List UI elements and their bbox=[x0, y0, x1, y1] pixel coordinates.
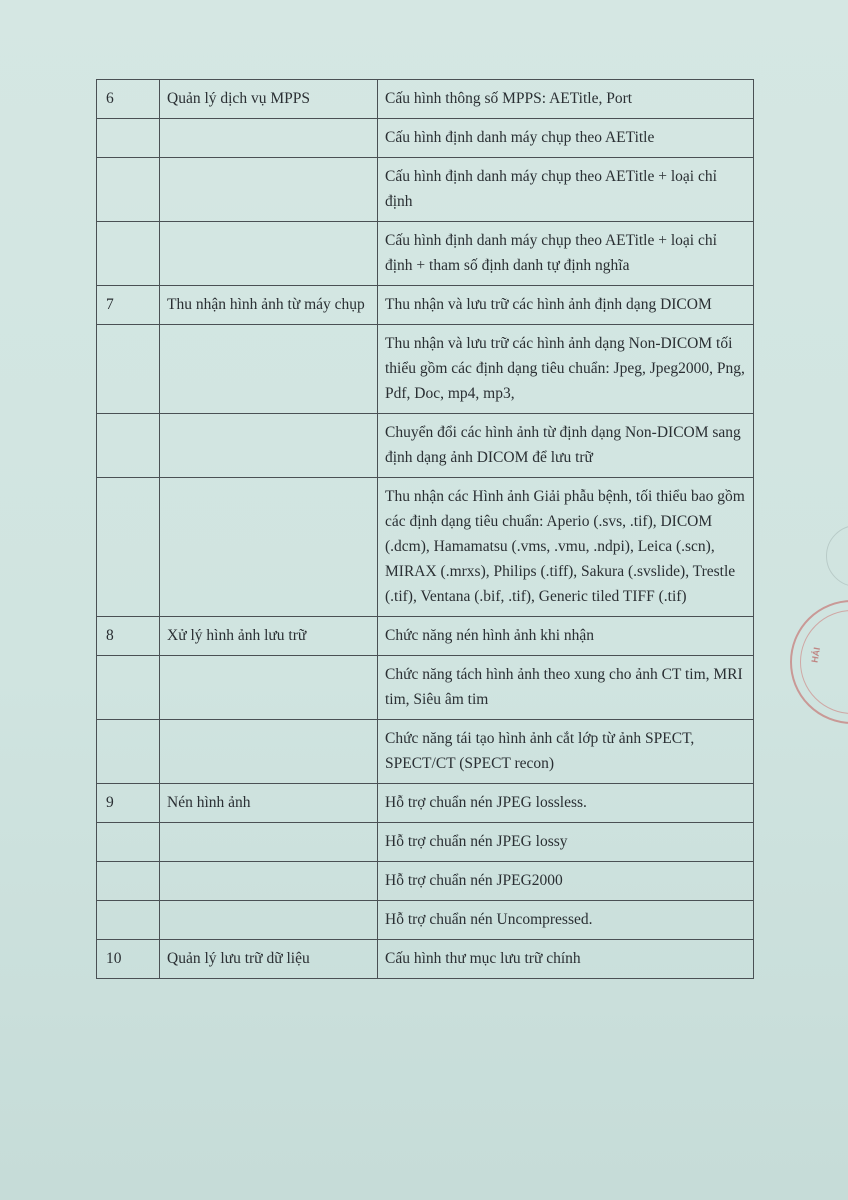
table-row bbox=[97, 478, 754, 617]
table-row bbox=[97, 656, 754, 720]
table-row bbox=[97, 901, 754, 940]
feature-name: Nén hình ảnh bbox=[160, 784, 378, 823]
feature-detail: Chức năng nén hình ảnh khi nhận bbox=[378, 617, 754, 656]
feature-name bbox=[160, 656, 378, 720]
feature-detail: Cấu hình định danh máy chụp theo AETitle + loại chỉ định + tham số định danh tự định nghĩa bbox=[378, 222, 754, 286]
table-row bbox=[97, 286, 754, 325]
feature-name: Quản lý lưu trữ dữ liệu bbox=[160, 940, 378, 979]
row-number bbox=[97, 656, 160, 720]
row-number: 7 bbox=[97, 286, 160, 325]
feature-name bbox=[160, 720, 378, 784]
feature-name: Thu nhận hình ảnh từ máy chụp bbox=[160, 286, 378, 325]
feature-detail: Cấu hình thư mục lưu trữ chính bbox=[378, 940, 754, 979]
table-row bbox=[97, 414, 754, 478]
feature-detail: Chức năng tách hình ảnh theo xung cho ảnh CT tim, MRI tim, Siêu âm tim bbox=[378, 656, 754, 720]
table-row bbox=[97, 617, 754, 656]
red-seal-stamp bbox=[790, 600, 848, 724]
feature-detail: Hỗ trợ chuẩn nén Uncompressed. bbox=[378, 901, 754, 940]
table-row bbox=[97, 119, 754, 158]
table-row bbox=[97, 862, 754, 901]
row-number bbox=[97, 720, 160, 784]
feature-detail: Cấu hình định danh máy chụp theo AETitle + loại chỉ định bbox=[378, 158, 754, 222]
feature-detail: Thu nhận và lưu trữ các hình ảnh định dạng DICOM bbox=[378, 286, 754, 325]
table-row bbox=[97, 784, 754, 823]
feature-detail: Cấu hình định danh máy chụp theo AETitle bbox=[378, 119, 754, 158]
table-row bbox=[97, 158, 754, 222]
feature-name bbox=[160, 478, 378, 617]
row-number bbox=[97, 823, 160, 862]
feature-name: Quản lý dịch vụ MPPS bbox=[160, 80, 378, 119]
feature-detail: Thu nhận các Hình ảnh Giải phẫu bệnh, tối thiểu bao gồm các định dạng tiêu chuẩn: Aperio (.svs, .tif), DICOM (.dcm), Hamamatsu (.vms, .vmu, .ndpi), Leica (.scn), MIRAX (.mrxs), Philips (.tiff), Sakura (.svslide), Trestle (.tif), Ventana (.bif, .tif), Generic tiled TIFF (.tif) bbox=[378, 478, 754, 617]
table-row bbox=[97, 325, 754, 414]
feature-detail: Hỗ trợ chuẩn nén JPEG lossy bbox=[378, 823, 754, 862]
feature-detail: Thu nhận và lưu trữ các hình ảnh dạng Non-DICOM tối thiểu gồm các định dạng tiêu chuẩn: Jpeg, Jpeg2000, Png, Pdf, Doc, mp4, mp3, bbox=[378, 325, 754, 414]
row-number bbox=[97, 158, 160, 222]
row-number bbox=[97, 325, 160, 414]
feature-detail: Chuyển đổi các hình ảnh từ định dạng Non-DICOM sang định dạng ảnh DICOM để lưu trữ bbox=[378, 414, 754, 478]
feature-name bbox=[160, 414, 378, 478]
table-row bbox=[97, 823, 754, 862]
feature-name bbox=[160, 119, 378, 158]
feature-name bbox=[160, 823, 378, 862]
feature-name bbox=[160, 862, 378, 901]
row-number bbox=[97, 862, 160, 901]
feature-name bbox=[160, 901, 378, 940]
table-row bbox=[97, 720, 754, 784]
row-number: 8 bbox=[97, 617, 160, 656]
table-row bbox=[97, 940, 754, 979]
row-number bbox=[97, 901, 160, 940]
table-row bbox=[97, 80, 754, 119]
feature-name bbox=[160, 222, 378, 286]
feature-name bbox=[160, 158, 378, 222]
row-number: 6 bbox=[97, 80, 160, 119]
row-number: 9 bbox=[97, 784, 160, 823]
row-number bbox=[97, 414, 160, 478]
row-number bbox=[97, 119, 160, 158]
row-number bbox=[97, 478, 160, 617]
feature-name: Xử lý hình ảnh lưu trữ bbox=[160, 617, 378, 656]
feature-detail: Hỗ trợ chuẩn nén JPEG lossless. bbox=[378, 784, 754, 823]
row-number: 10 bbox=[97, 940, 160, 979]
row-number bbox=[97, 222, 160, 286]
feature-detail: Hỗ trợ chuẩn nén JPEG2000 bbox=[378, 862, 754, 901]
seal-text: HẢI bbox=[809, 646, 823, 664]
feature-name bbox=[160, 325, 378, 414]
feature-detail: Cấu hình thông số MPPS: AETitle, Port bbox=[378, 80, 754, 119]
feature-detail: Chức năng tái tạo hình ảnh cắt lớp từ ảnh SPECT, SPECT/CT (SPECT recon) bbox=[378, 720, 754, 784]
table-row bbox=[97, 222, 754, 286]
feature-spec-table bbox=[96, 79, 754, 979]
page-edge-mark bbox=[826, 525, 848, 587]
